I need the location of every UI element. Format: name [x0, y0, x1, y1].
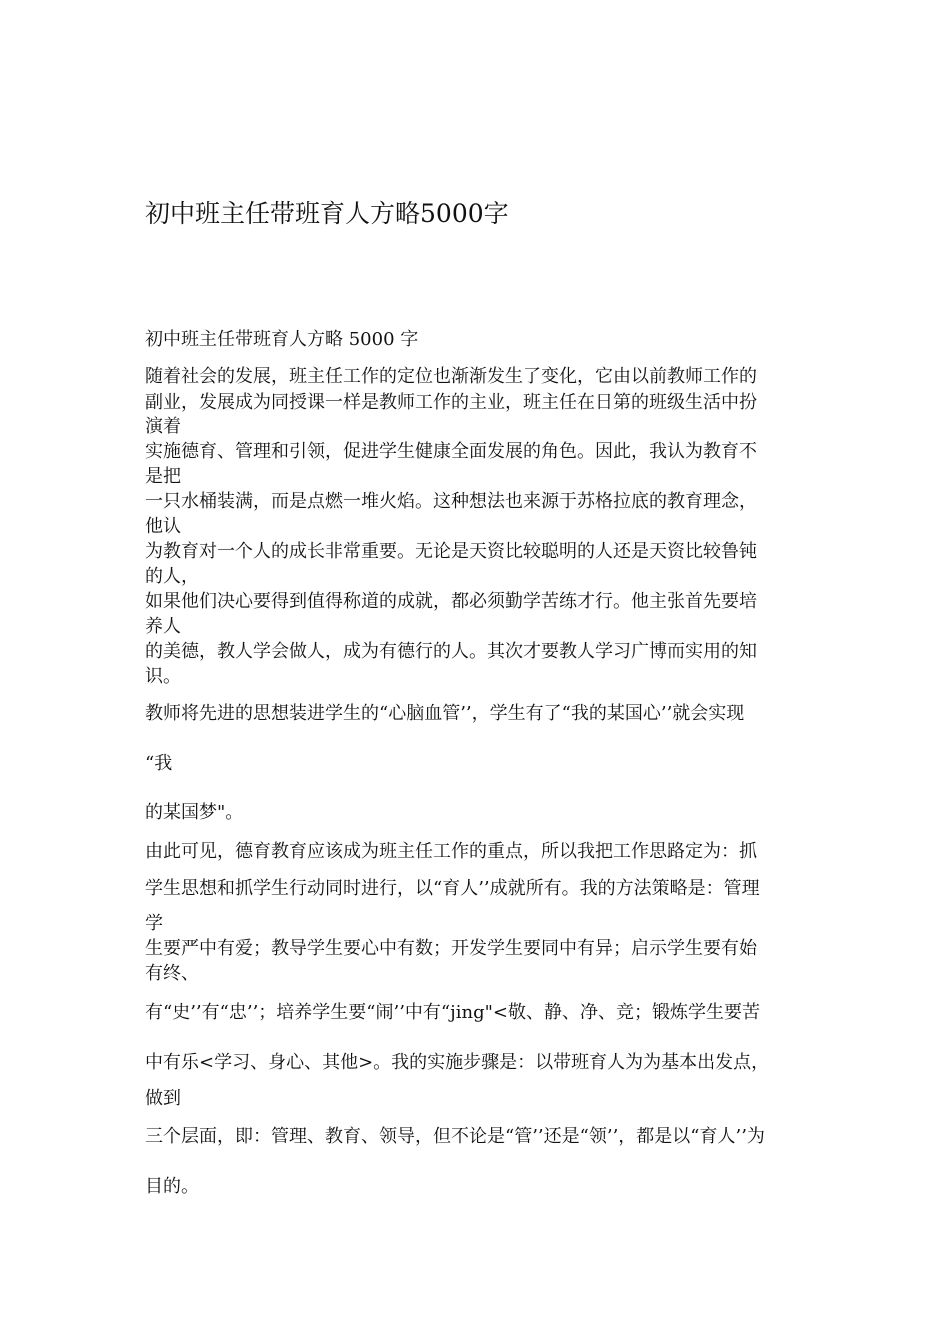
paragraph-line: 中有乐<学习、身心、其他>。我的实施步骤是：以带班育人为为基本出发点， [145, 1052, 770, 1073]
paragraph-line: 的人， [145, 566, 199, 587]
paragraph-line: “我 [145, 753, 173, 774]
paragraph-line: 是把 [145, 466, 181, 487]
paragraph-line: 生要严中有爱；教导学生要心中有数；开发学生要同中有异；启示学生要有始 [145, 938, 757, 959]
document-title: 初中班主任带班育人方略5000字 [145, 199, 509, 228]
paragraph-line: 学 [145, 913, 163, 934]
paragraph-line: 教师将先进的思想装进学生的“心脑血管’’，学生有了“我的某国心’’就会实现 [145, 703, 745, 724]
paragraph-line: 副业，发展成为同授课一样是教师工作的主业，班主任在日第的班级生活中扮 [145, 392, 757, 413]
paragraph-line: 一只水桶装满，而是点燃一堆火焰。这种想法也来源于苏格拉底的教育理念， [145, 491, 757, 512]
paragraph-line: 有“史’’有“忠’’；培养学生要“闹’’中有“jing"<敬、静、净、竞；锻炼学生要苦 [145, 1002, 760, 1023]
paragraph-line: 为教育对一个人的成长非常重要。无论是天资比较聪明的人还是天资比较鲁钝 [145, 541, 757, 562]
paragraph-line: 他认 [145, 516, 181, 537]
paragraph-line: 如果他们决心要得到值得称道的成就，都必须勤学苦练才行。他主张首先要培 [145, 591, 757, 612]
paragraph-line: 的美德，教人学会做人，成为有德行的人。其次才要教人学习广博而实用的知 [145, 641, 757, 662]
paragraph-line: 三个层面，即：管理、教育、领导，但不论是“管’’还是“领’’，都是以“育人’’为 [145, 1126, 765, 1147]
paragraph-line: 养人 [145, 616, 181, 637]
paragraph-line: 随着社会的发展，班主任工作的定位也渐渐发生了变化，它由以前教师工作的 [145, 366, 757, 387]
paragraph-line: 实施德育、管理和引领，促进学生健康全面发展的角色。因此，我认为教育不 [145, 441, 757, 462]
document-subtitle: 初中班主任带班育人方略 5000 字 [145, 329, 419, 350]
paragraph-line: 目的。 [145, 1176, 199, 1197]
paragraph-line: 的某国梦"。 [145, 802, 244, 823]
paragraph-line: 识。 [145, 666, 181, 687]
paragraph-line: 学生思想和抓学生行动同时进行，以“育人’’成就所有。我的方法策略是：管理 [145, 878, 760, 899]
paragraph-line: 做到 [145, 1088, 181, 1109]
paragraph-line: 由此可见，德育教育应该成为班主任工作的重点，所以我把工作思路定为：抓 [145, 841, 757, 862]
paragraph-line: 有终、 [145, 963, 199, 984]
paragraph-line: 演着 [145, 416, 181, 437]
